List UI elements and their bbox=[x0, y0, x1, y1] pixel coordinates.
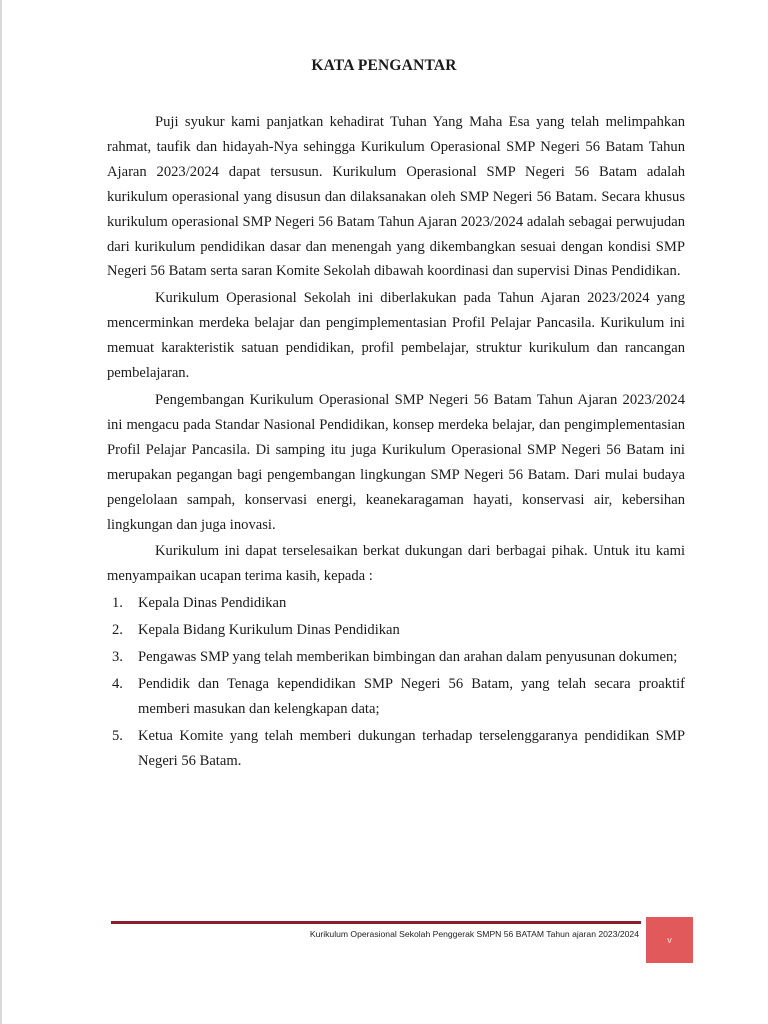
list-item bbox=[107, 618, 685, 643]
list-item-number: 3. bbox=[112, 649, 123, 666]
list-item-text: Pendidik dan Tenaga kependidikan SMP Negeri 56 Batam, yang telah secara proaktif memberi masukan dan kelengkapan data; bbox=[138, 675, 685, 717]
list-item-number: 2. bbox=[112, 622, 123, 639]
paragraph-1: Puji syukur kami panjatkan kehadirat Tuhan Yang Maha Esa yang telah melimpahkan rahmat, taufik dan hidayah-Nya sehingga Kurikulum Operasional SMP Negeri 56 Batam Tahun Ajaran 2023/2024 dapat tersusun. Kurikulum Operasional SMP Negeri 56 Batam adalah kurikulum operasional yang disusun dan dilaksanakan oleh SMP Negeri 56 Batam. Secara khusus kurikulum operasional SMP Negeri 56 Batam Tahun Ajaran 2023/2024 adalah sebagai perwujudan dari kurikulum pendidikan dasar dan menengah yang dikembangkan sesuai dengan kondisi SMP Negeri 56 Batam serta saran Komite Sekolah dibawah koordinasi dan supervisi Dinas Pendidikan. bbox=[107, 114, 685, 280]
paragraph-2: Kurikulum Operasional Sekolah ini diberlakukan pada Tahun Ajaran 2023/2024 yang mencerminkan merdeka belajar dan pengimplementasian Profil Pelajar Pancasila. Kurikulum ini memuat karakteristik satuan pendidikan, profil pembelajar, struktur kurikulum dan rancangan pembelajaran. bbox=[107, 290, 685, 382]
list-item-text: Ketua Komite yang telah memberi dukungan terhadap terselenggaranya pendidikan SMP Negeri 56 Batam. bbox=[138, 727, 685, 769]
list-item bbox=[107, 591, 685, 616]
document-body bbox=[107, 110, 685, 776]
list-item-text: Kepala Dinas Pendidikan bbox=[138, 595, 287, 612]
page-left-edge bbox=[0, 0, 2, 1024]
paragraph-3: Pengembangan Kurikulum Operasional SMP Negeri 56 Batam Tahun Ajaran 2023/2024 ini mengacu pada Standar Nasional Pendidikan, konsep merdeka belajar, dan pengimplementasian Profil Pelajar Pancasila. Di samping itu juga Kurikulum Operasional SMP Negeri 56 Batam ini merupakan pegangan bagi pengembangan lingkungan SMP Negeri 56 Batam. Dari mulai budaya pengelolaan sampah, konservasi energi, keanekaragaman hayati, konservasi air, kebersihan lingkungan dan juga inovasi. bbox=[107, 391, 685, 533]
footer-rule bbox=[111, 921, 641, 924]
list-item-text: Pengawas SMP yang telah memberikan bimbingan dan arahan dalam penyusunan dokumen; bbox=[138, 649, 678, 666]
list-item-number: 5. bbox=[112, 727, 123, 744]
page-title: KATA PENGANTAR bbox=[311, 57, 457, 74]
acknowledgement-list bbox=[107, 591, 685, 773]
page-number-badge bbox=[646, 917, 693, 963]
page-number: v bbox=[667, 935, 672, 945]
list-item-number: 4. bbox=[112, 675, 123, 692]
list-item bbox=[107, 645, 685, 670]
list-item-text: Kepala Bidang Kurikulum Dinas Pendidikan bbox=[138, 622, 400, 639]
list-item bbox=[107, 724, 685, 774]
list-item bbox=[107, 672, 685, 722]
list-item-number: 1. bbox=[112, 595, 123, 612]
footer-text: Kurikulum Operasional Sekolah Penggerak SMPN 56 BATAM Tahun ajaran 2023/2024 bbox=[309, 929, 639, 939]
paragraph-4: Kurikulum ini dapat terselesaikan berkat dukungan dari berbagai pihak. Untuk itu kami menyampaikan ucapan terima kasih, kepada : bbox=[107, 543, 685, 585]
